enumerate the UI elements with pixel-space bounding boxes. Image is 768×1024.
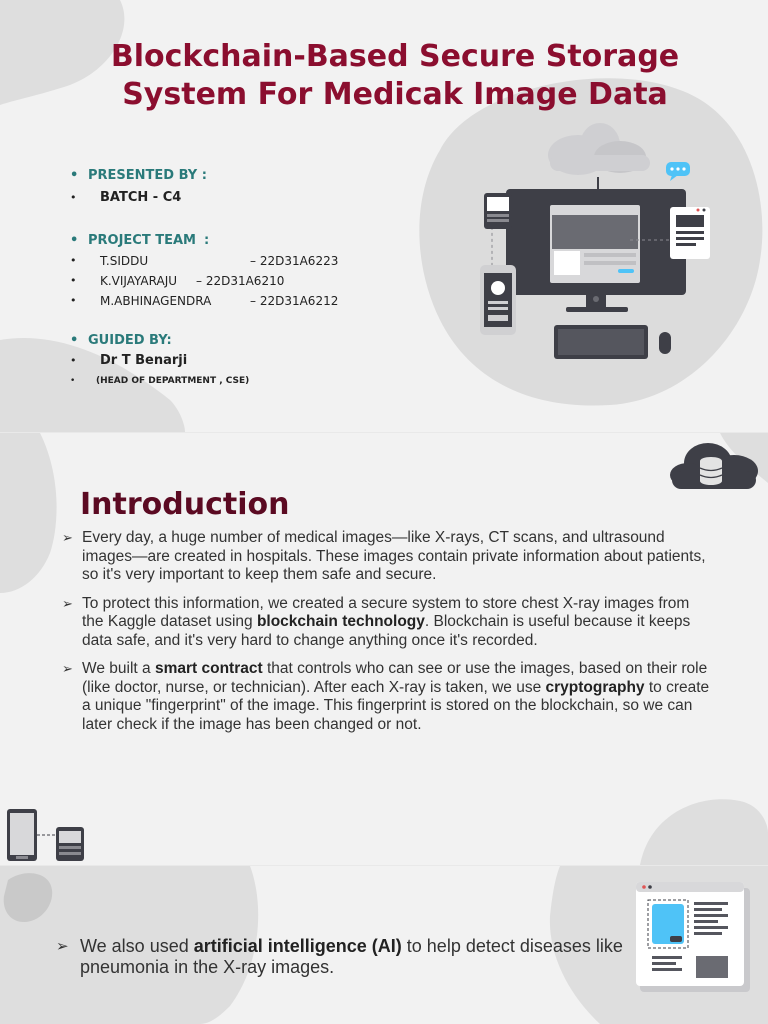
bullet-dot: • (70, 294, 77, 307)
document-window-icon (670, 207, 710, 259)
guided-by-label: GUIDED BY: (88, 333, 172, 348)
bullet-dot: • (70, 254, 77, 267)
project-team-label: PROJECT TEAM (88, 233, 196, 248)
bullet-text: We also used (80, 936, 194, 956)
project-team-colon: : (204, 233, 210, 248)
introduction-slide (0, 433, 768, 865)
guide-role: (HEAD OF DEPARTMENT , CSE) (96, 376, 250, 386)
bullet-text: We built a (82, 660, 155, 677)
phone-icon (480, 265, 516, 335)
bullet-dot: • (70, 333, 79, 348)
arrow-bullet-icon: ➢ (56, 938, 69, 955)
title-line-2: System For Medicak Image Data (122, 77, 668, 112)
bullet-text: To protect this information, we created a secure system to store chest X-ray images from the Kaggle dataset using (82, 594, 690, 630)
section-heading: Introduction (80, 487, 290, 522)
bullet-dot: • (70, 168, 79, 183)
bullet-text: to create a unique "fingerprint" of the image. This fingerprint is stored on the blockchain, so we can later check if the image has been changed or not. (82, 678, 710, 733)
bullet-dot: • (70, 376, 76, 386)
chat-bubble-icon (666, 162, 690, 181)
intro-bullet-1 (62, 529, 712, 585)
bullet-dot: • (70, 354, 77, 367)
bullet-bold-text: blockchain technology (256, 613, 425, 630)
arrow-bullet-icon: ➢ (62, 661, 73, 676)
member-id: – 22D31A6210 (196, 274, 285, 288)
intro-bullets (62, 529, 712, 744)
computer-illustration (470, 115, 720, 370)
cloud-database-icon (668, 441, 762, 491)
member-name: K.VIJAYARAJU (100, 274, 178, 288)
presented-by-label: PRESENTED BY : (88, 168, 207, 183)
member-id: – 22D31A6212 (250, 294, 339, 308)
mouse-icon (659, 332, 671, 354)
bullet-bold-text: smart contract (154, 660, 263, 677)
ai-bullets (56, 936, 636, 978)
document-window-icon (636, 878, 754, 996)
ai-bullet-1 (56, 936, 636, 978)
bullet-dot: • (70, 233, 79, 248)
member-name: T.SIDDU (100, 254, 149, 268)
intro-bullet-2 (62, 595, 712, 651)
keyboard-icon (554, 325, 648, 359)
bullet-bold-text: cryptography (545, 678, 645, 696)
arrow-bullet-icon: ➢ (62, 530, 73, 545)
bullet-text: Every day, a huge number of medical images—like X-rays, CT scans, and ultrasound images—are created in hospitals. These images contain private information about patients, so it's very important to keep them safe and secure. (82, 529, 706, 583)
member-id: – 22D31A6223 (250, 254, 339, 268)
arrow-bullet-icon: ➢ (62, 595, 73, 611)
cloud-icon (548, 123, 650, 175)
bullet-text: to help detect diseases like pneumonia in the X-ray images. (80, 936, 623, 977)
tablet-small-icon (484, 193, 512, 229)
bullet-dot: • (70, 274, 77, 287)
member-name: M.ABHINAGENDRA (100, 294, 212, 308)
page-title (40, 38, 750, 114)
guide-name: Dr T Benarji (100, 353, 188, 368)
bullet-text: . Blockchain is useful because it keeps data safe, and it's very hard to change anything once it's recorded. (82, 613, 691, 649)
title-line-1: Blockchain-Based Secure Storage (110, 39, 680, 74)
bullet-text: that controls who can see or use the images, based on their role (like doctor, nurse, or technician). After each X-ray is taken, we use (82, 660, 708, 696)
bullet-bold-text: artificial intelligence (AI) (193, 936, 402, 956)
batch-label: BATCH - C4 (100, 190, 182, 205)
title-slide (0, 0, 768, 432)
intro-bullet-3 (62, 660, 712, 734)
tablet-icon (648, 900, 688, 948)
ai-slide (0, 866, 768, 1024)
desktop-monitor-icon (506, 189, 686, 312)
devices-link-icon (6, 807, 88, 863)
bullet-dot: • (70, 191, 77, 204)
